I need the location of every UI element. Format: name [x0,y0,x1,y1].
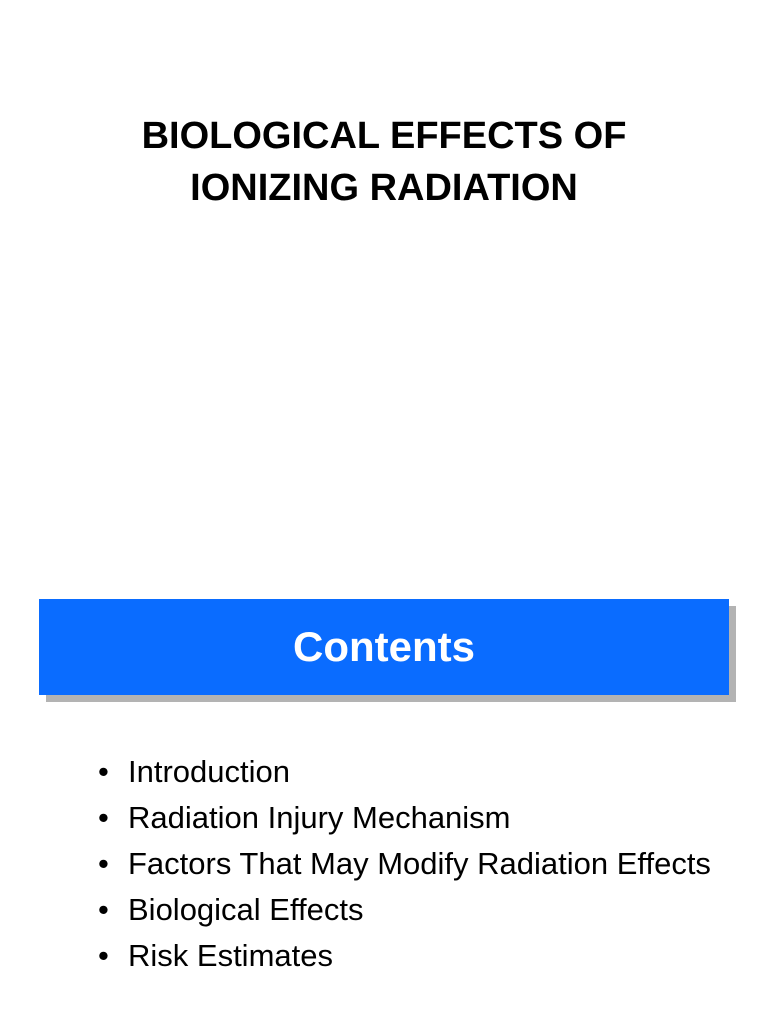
bullet-icon: • [98,938,109,973]
list-item-label: Factors That May Modify Radiation Effects [128,846,711,881]
title-line-2: IONIZING RADIATION [190,167,578,209]
bullet-icon: • [98,892,109,927]
contents-list [98,754,718,984]
list-item [98,754,718,789]
list-item-label: Introduction [128,754,290,789]
list-item-label: Risk Estimates [128,938,333,973]
list-item [98,846,718,881]
contents-banner [39,599,729,695]
bullet-icon: • [98,754,109,789]
list-item [98,892,718,927]
list-item-label: Biological Effects [128,892,364,927]
page-title [0,110,768,214]
list-item [98,938,718,973]
bullet-icon: • [98,800,109,835]
bullet-icon: • [98,846,109,881]
title-line-1: BIOLOGICAL EFFECTS OF [141,115,627,157]
contents-heading: Contents [293,623,475,670]
list-item-label: Radiation Injury Mechanism [128,800,511,835]
list-item [98,800,718,835]
